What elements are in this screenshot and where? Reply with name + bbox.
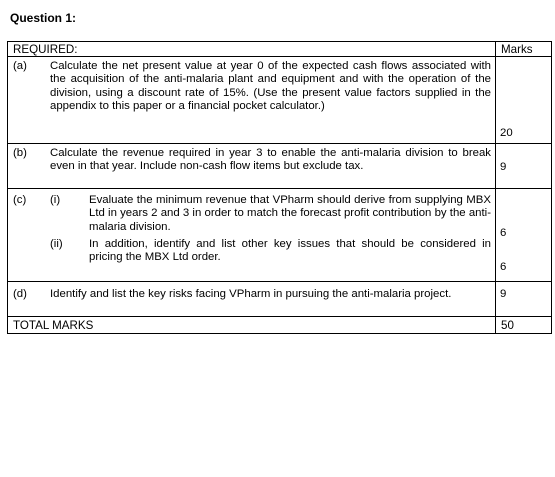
item-b-marks: 9 [500, 161, 507, 173]
item-a-text: Calculate the net present value at year 0 of the expected cash flows associated with the acquisition of the anti-malaria plant and equipment and with the operation of the division, using a discount rate of 15%. (Use the present value factors supplied in the appendix to this paper or a financial pocket calculator.) [50, 60, 491, 112]
table-row [8, 57, 552, 144]
total-marks: 50 [501, 319, 514, 332]
table-row [8, 144, 552, 189]
item-c-ii-label: (ii) [50, 237, 63, 250]
table-header-row [8, 42, 552, 57]
total-label-cell [8, 317, 496, 334]
item-b-text: Calculate the revenue required in year 3 to enable the anti-malaria division to break even in that year. Include non-cash flow items but exclude tax. [50, 147, 491, 173]
item-a-marks-cell [496, 57, 552, 144]
item-b-cell [8, 144, 496, 189]
question-title: Question 1: [10, 11, 77, 25]
total-label: TOTAL MARKS [13, 319, 94, 332]
item-c-ii-text: In addition, identify and list other key issues that should be considered in pricing the MBX Ltd order. [89, 237, 491, 264]
item-d-label: (d) [13, 288, 27, 300]
marks-header: Marks [501, 43, 533, 56]
marks-header-cell [496, 42, 552, 57]
item-a-label: (a) [13, 60, 27, 72]
item-a-cell [8, 57, 496, 144]
item-c-i-text: Evaluate the minimum revenue that VPharm should derive from supplying MBX Ltd in years 2 and 3 in order to match the forecast profit contribution by the anti-malaria division. [89, 194, 491, 233]
item-d-text: Identify and list the key risks facing VPharm in pursuing the anti-malaria project. [50, 288, 452, 300]
item-c-i-marks: 6 [500, 227, 507, 239]
required-header-cell [8, 42, 496, 57]
total-row [8, 317, 552, 334]
required-header: REQUIRED: [13, 43, 78, 56]
item-c-marks-cell [496, 189, 552, 282]
item-d-marks: 9 [500, 288, 507, 300]
item-b-marks-cell [496, 144, 552, 189]
item-c-cell [8, 189, 496, 282]
requirements-table [7, 41, 552, 334]
item-a-marks: 20 [500, 127, 513, 139]
item-d-cell [8, 282, 496, 317]
table-row [8, 189, 552, 282]
item-b-label: (b) [13, 147, 27, 159]
item-d-marks-cell [496, 282, 552, 317]
item-c-label: (c) [13, 194, 27, 206]
total-marks-cell [496, 317, 552, 334]
table-row [8, 282, 552, 317]
item-c-i-label: (i) [50, 194, 61, 206]
item-c-ii-marks: 6 [500, 261, 507, 273]
